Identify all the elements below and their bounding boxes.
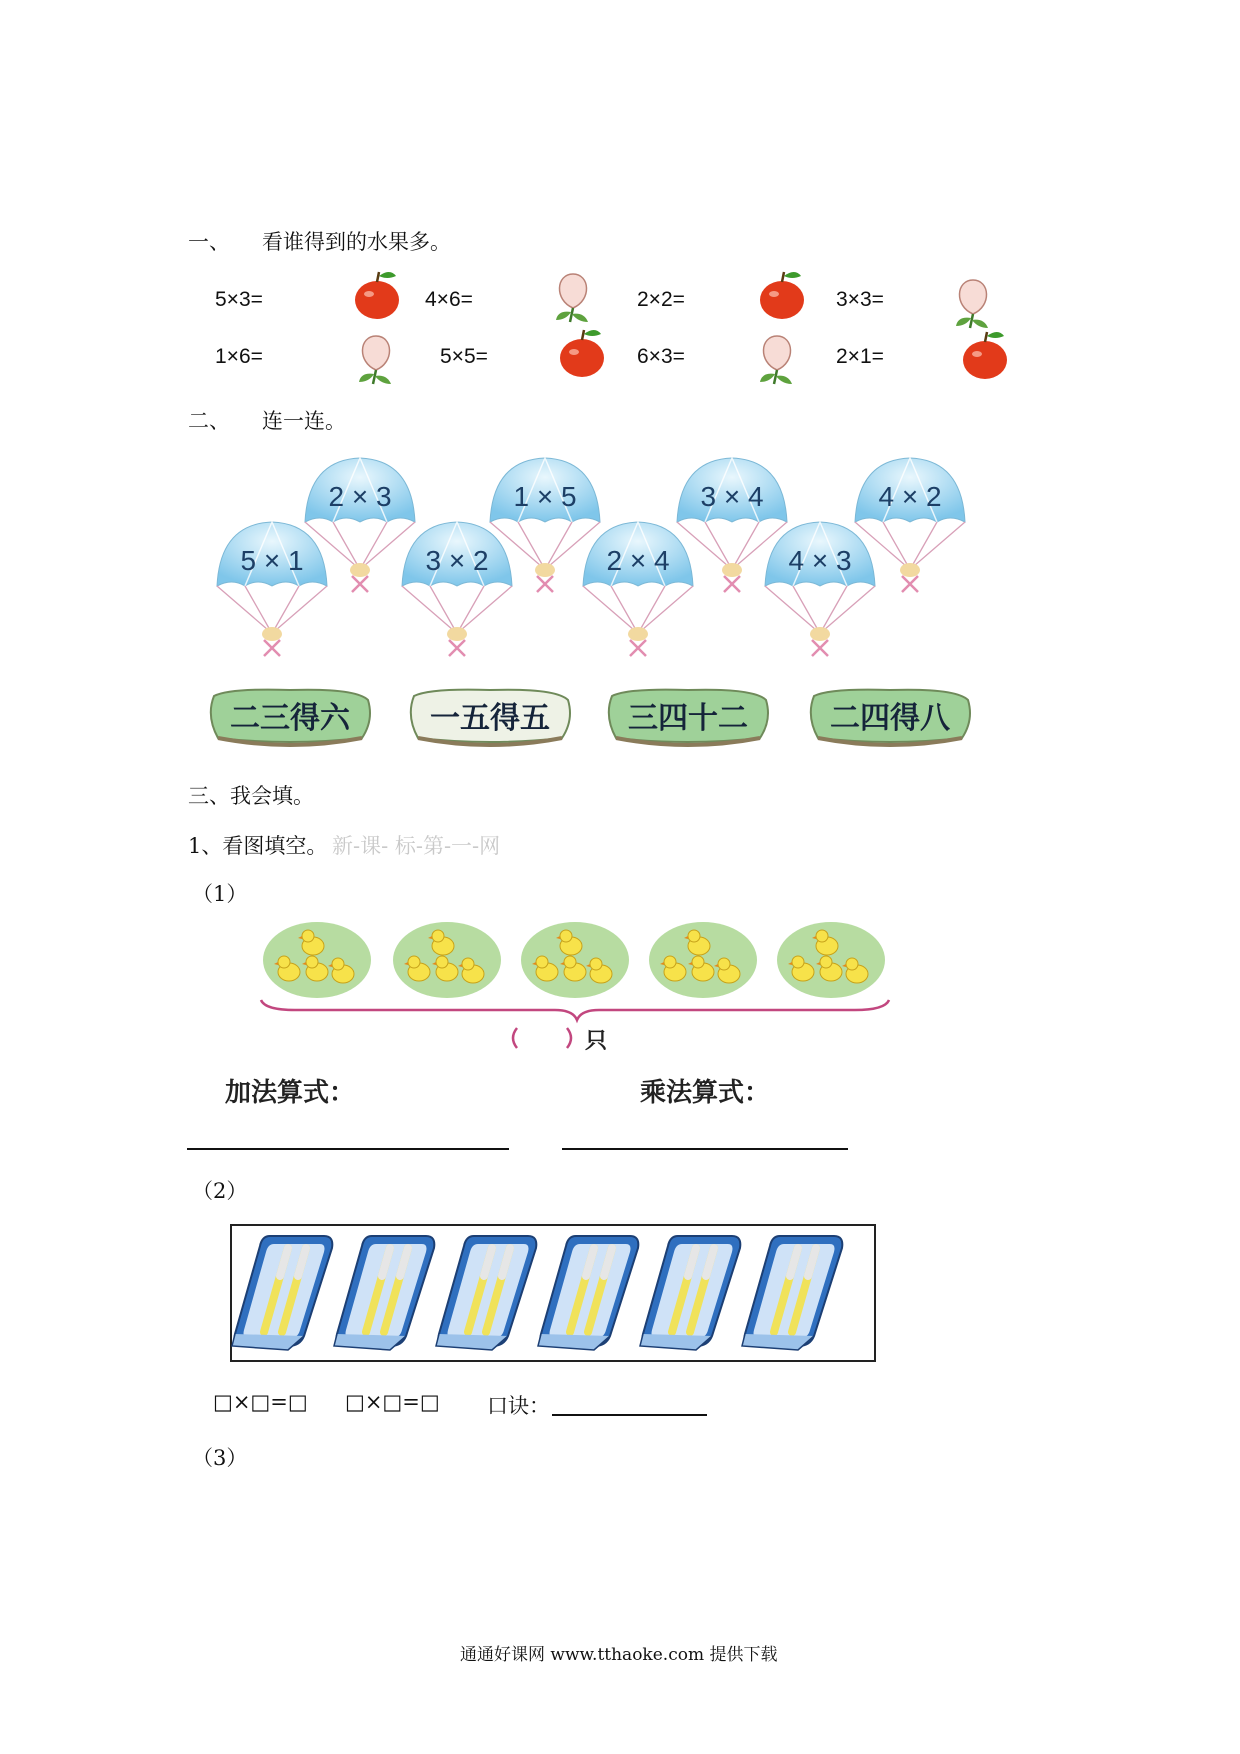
rhyme-label: 口诀： [487,1394,550,1418]
multiplication-answer-line [562,1148,848,1150]
peach-icon [353,328,399,388]
stone-label-3: 三四十二 [628,701,748,736]
parachute-label-2: 1 × 5 [513,481,577,512]
multiplication-label: 乘法算式： [640,1078,771,1108]
equation-1: 5×3= [215,288,263,311]
chick-group-4 [649,922,757,998]
parachute-label-7: 2 × 4 [606,545,670,576]
parachute-8 [765,522,875,656]
parachute-label-3: 3 × 4 [700,481,764,512]
section3-title: 三、我会填。 [188,784,314,808]
apple-icon [960,328,1010,382]
chick-group-1 [263,922,371,998]
stone-label-4: 二四得八 [830,701,950,736]
chick-group-3 [521,922,629,998]
pencil-cases-illustration [230,1224,876,1362]
parachute-7 [583,522,693,656]
paren-left [513,1028,517,1048]
question1-label: 1、看图填空。 [188,834,328,858]
section1-number: 一、 [188,230,230,254]
section1-title: 看谁得到的水果多。 [262,230,451,254]
peach-icon [550,266,596,326]
brace [261,1000,889,1020]
parachute-label-1: 2 × 3 [328,481,392,512]
rhyme-answer-line [552,1414,707,1416]
parachute-label-8: 4 × 3 [788,545,852,576]
part1-label: （1） [192,882,248,906]
chick-group-5 [777,922,885,998]
peach-icon [754,328,800,388]
stone-label-1: 二三得六 [230,701,350,736]
parachute-label-6: 3 × 2 [425,545,489,576]
formula-blank-2: □×□=□ [345,1390,440,1414]
section2-title: 连一连。 [262,409,346,433]
chick-unit: 只 [585,1028,608,1054]
parachute-label-4: 4 × 2 [878,481,942,512]
peach-icon [950,272,996,332]
apple-icon [557,326,607,380]
equation-7: 6×3= [637,345,685,368]
equation-6: 5×5= [440,345,488,368]
parachute-label-5: 5 × 1 [240,545,304,576]
chick-group-2 [393,922,501,998]
part2-label: （2） [192,1179,248,1203]
formula-blank-1: □×□=□ [213,1390,308,1414]
equation-2: 4×6= [425,288,473,311]
equation-4: 3×3= [836,288,884,311]
parachute-6 [402,522,512,656]
equation-3: 2×2= [637,288,685,311]
apple-icon [757,268,807,322]
equation-8: 2×1= [836,345,884,368]
part3-label: （3） [192,1446,248,1470]
footer-text: 通通好课网 www.tthaoke.com 提供下载 [460,1645,778,1665]
chicks-illustration [255,920,895,1060]
addition-label: 加法算式： [225,1078,356,1108]
apple-icon [352,268,402,322]
watermark-text: 新-课- 标-第-一-网 [332,834,501,858]
section2-number: 二、 [188,409,230,433]
paren-right [567,1028,571,1048]
stone-label-2: 一五得五 [430,701,550,736]
parachute-5 [217,522,327,656]
matching-illustration [0,450,1240,760]
addition-answer-line [187,1148,509,1150]
equation-5: 1×6= [215,345,263,368]
